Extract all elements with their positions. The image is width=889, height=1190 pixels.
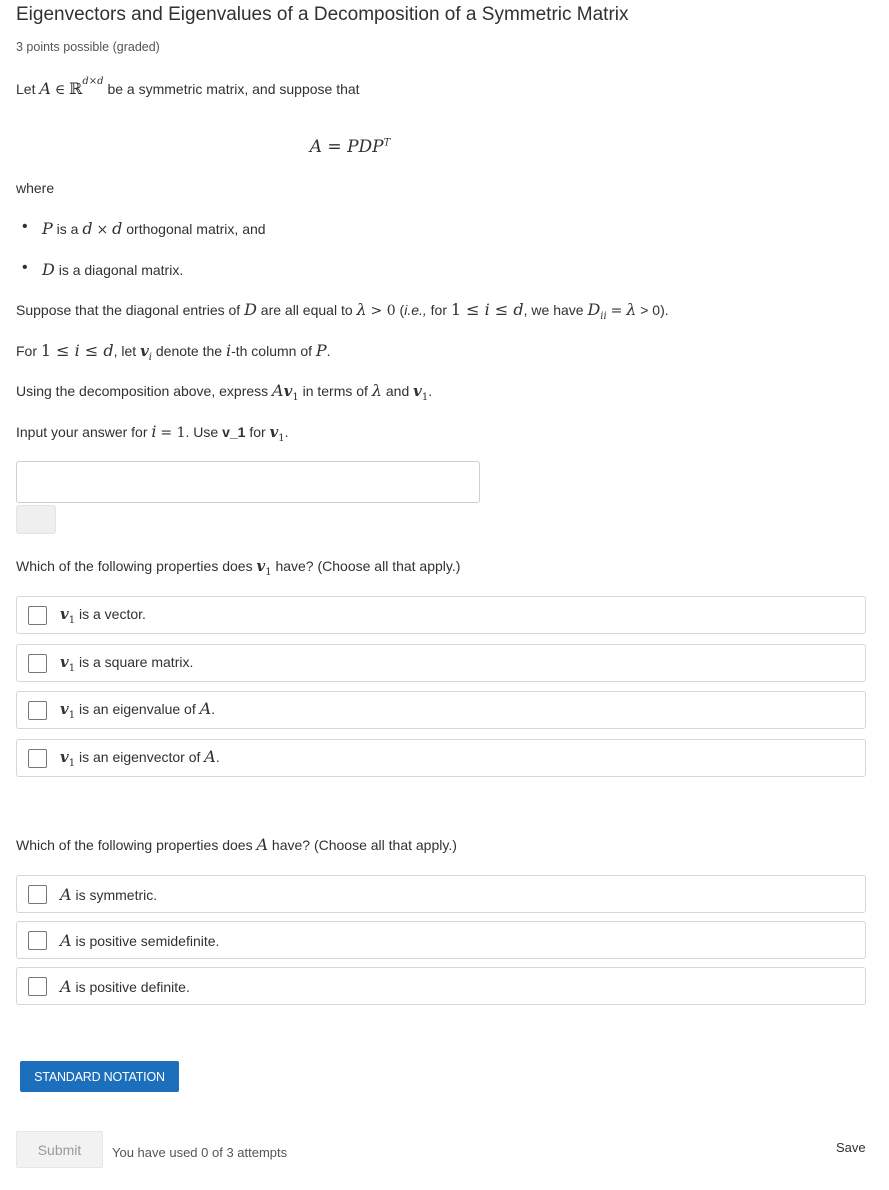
input-instruction: Input your answer for i = 1. Use v_1 for $v_1$. <box>16 422 289 444</box>
bullet-item: • D is a diagonal matrix. <box>26 260 183 279</box>
checkbox[interactable] <box>28 977 47 996</box>
points-possible: 3 points possible (graded) <box>16 40 160 54</box>
checkbox[interactable] <box>28 606 47 625</box>
attempts-counter: You have used 0 of 3 attempts <box>112 1145 288 1160</box>
checkbox[interactable] <box>28 885 47 904</box>
checkbox[interactable] <box>28 654 47 673</box>
save-button[interactable]: Save <box>836 1140 866 1155</box>
choice-option[interactable]: A is positive semidefinite. <box>16 921 866 959</box>
choice-option[interactable]: $v_1$ is an eigenvector of A. <box>16 739 866 777</box>
where-label: where <box>16 180 55 196</box>
standard-notation-button[interactable]: STANDARD NOTATION <box>20 1061 179 1092</box>
checkbox[interactable] <box>28 701 47 720</box>
choice-option[interactable]: $v_1$ is an eigenvalue of A. <box>16 691 866 729</box>
for-line: For 1 ≤ i ≤ d, let $v_i$ denote the i-th column of P. <box>16 341 331 363</box>
decomposition-equation: $A = PDP^T$ <box>309 137 391 157</box>
question-2-prompt: Which of the following properties does $v_1$ have? (Choose all that apply.) <box>16 557 461 578</box>
choice-option[interactable]: $v_1$ is a vector. <box>16 596 866 634</box>
choice-option[interactable]: A is symmetric. <box>16 875 866 913</box>
question-3-prompt: Which of the following properties does A have? (Choose all that apply.) <box>16 835 457 854</box>
choice-option[interactable]: $v_1$ is a square matrix. <box>16 644 866 682</box>
suppose-line: Suppose that the diagonal entries of D are all equal to λ > 0 (i.e., for 1 ≤ i ≤ d, we have $D_{ii} = \lambda > 0$). <box>16 300 669 322</box>
bullet-item: • P is a d × d orthogonal matrix, and <box>26 219 266 238</box>
math-preview <box>16 505 56 534</box>
checkbox[interactable] <box>28 931 47 950</box>
problem-title: Eigenvectors and Eigenvalues of a Decomposition of a Symmetric Matrix <box>16 4 629 25</box>
intro-line: Let A ∈ ℝ$^{d\times d}$ be a symmetric matrix, and suppose that <box>16 76 360 98</box>
checkbox[interactable] <box>28 749 47 768</box>
answer-input[interactable] <box>16 461 480 503</box>
submit-button[interactable]: Submit <box>16 1131 103 1168</box>
using-line: Using the decomposition above, express $Av_1$ in terms of λ and $v_1$. <box>16 381 433 403</box>
choice-option[interactable]: A is positive definite. <box>16 967 866 1005</box>
